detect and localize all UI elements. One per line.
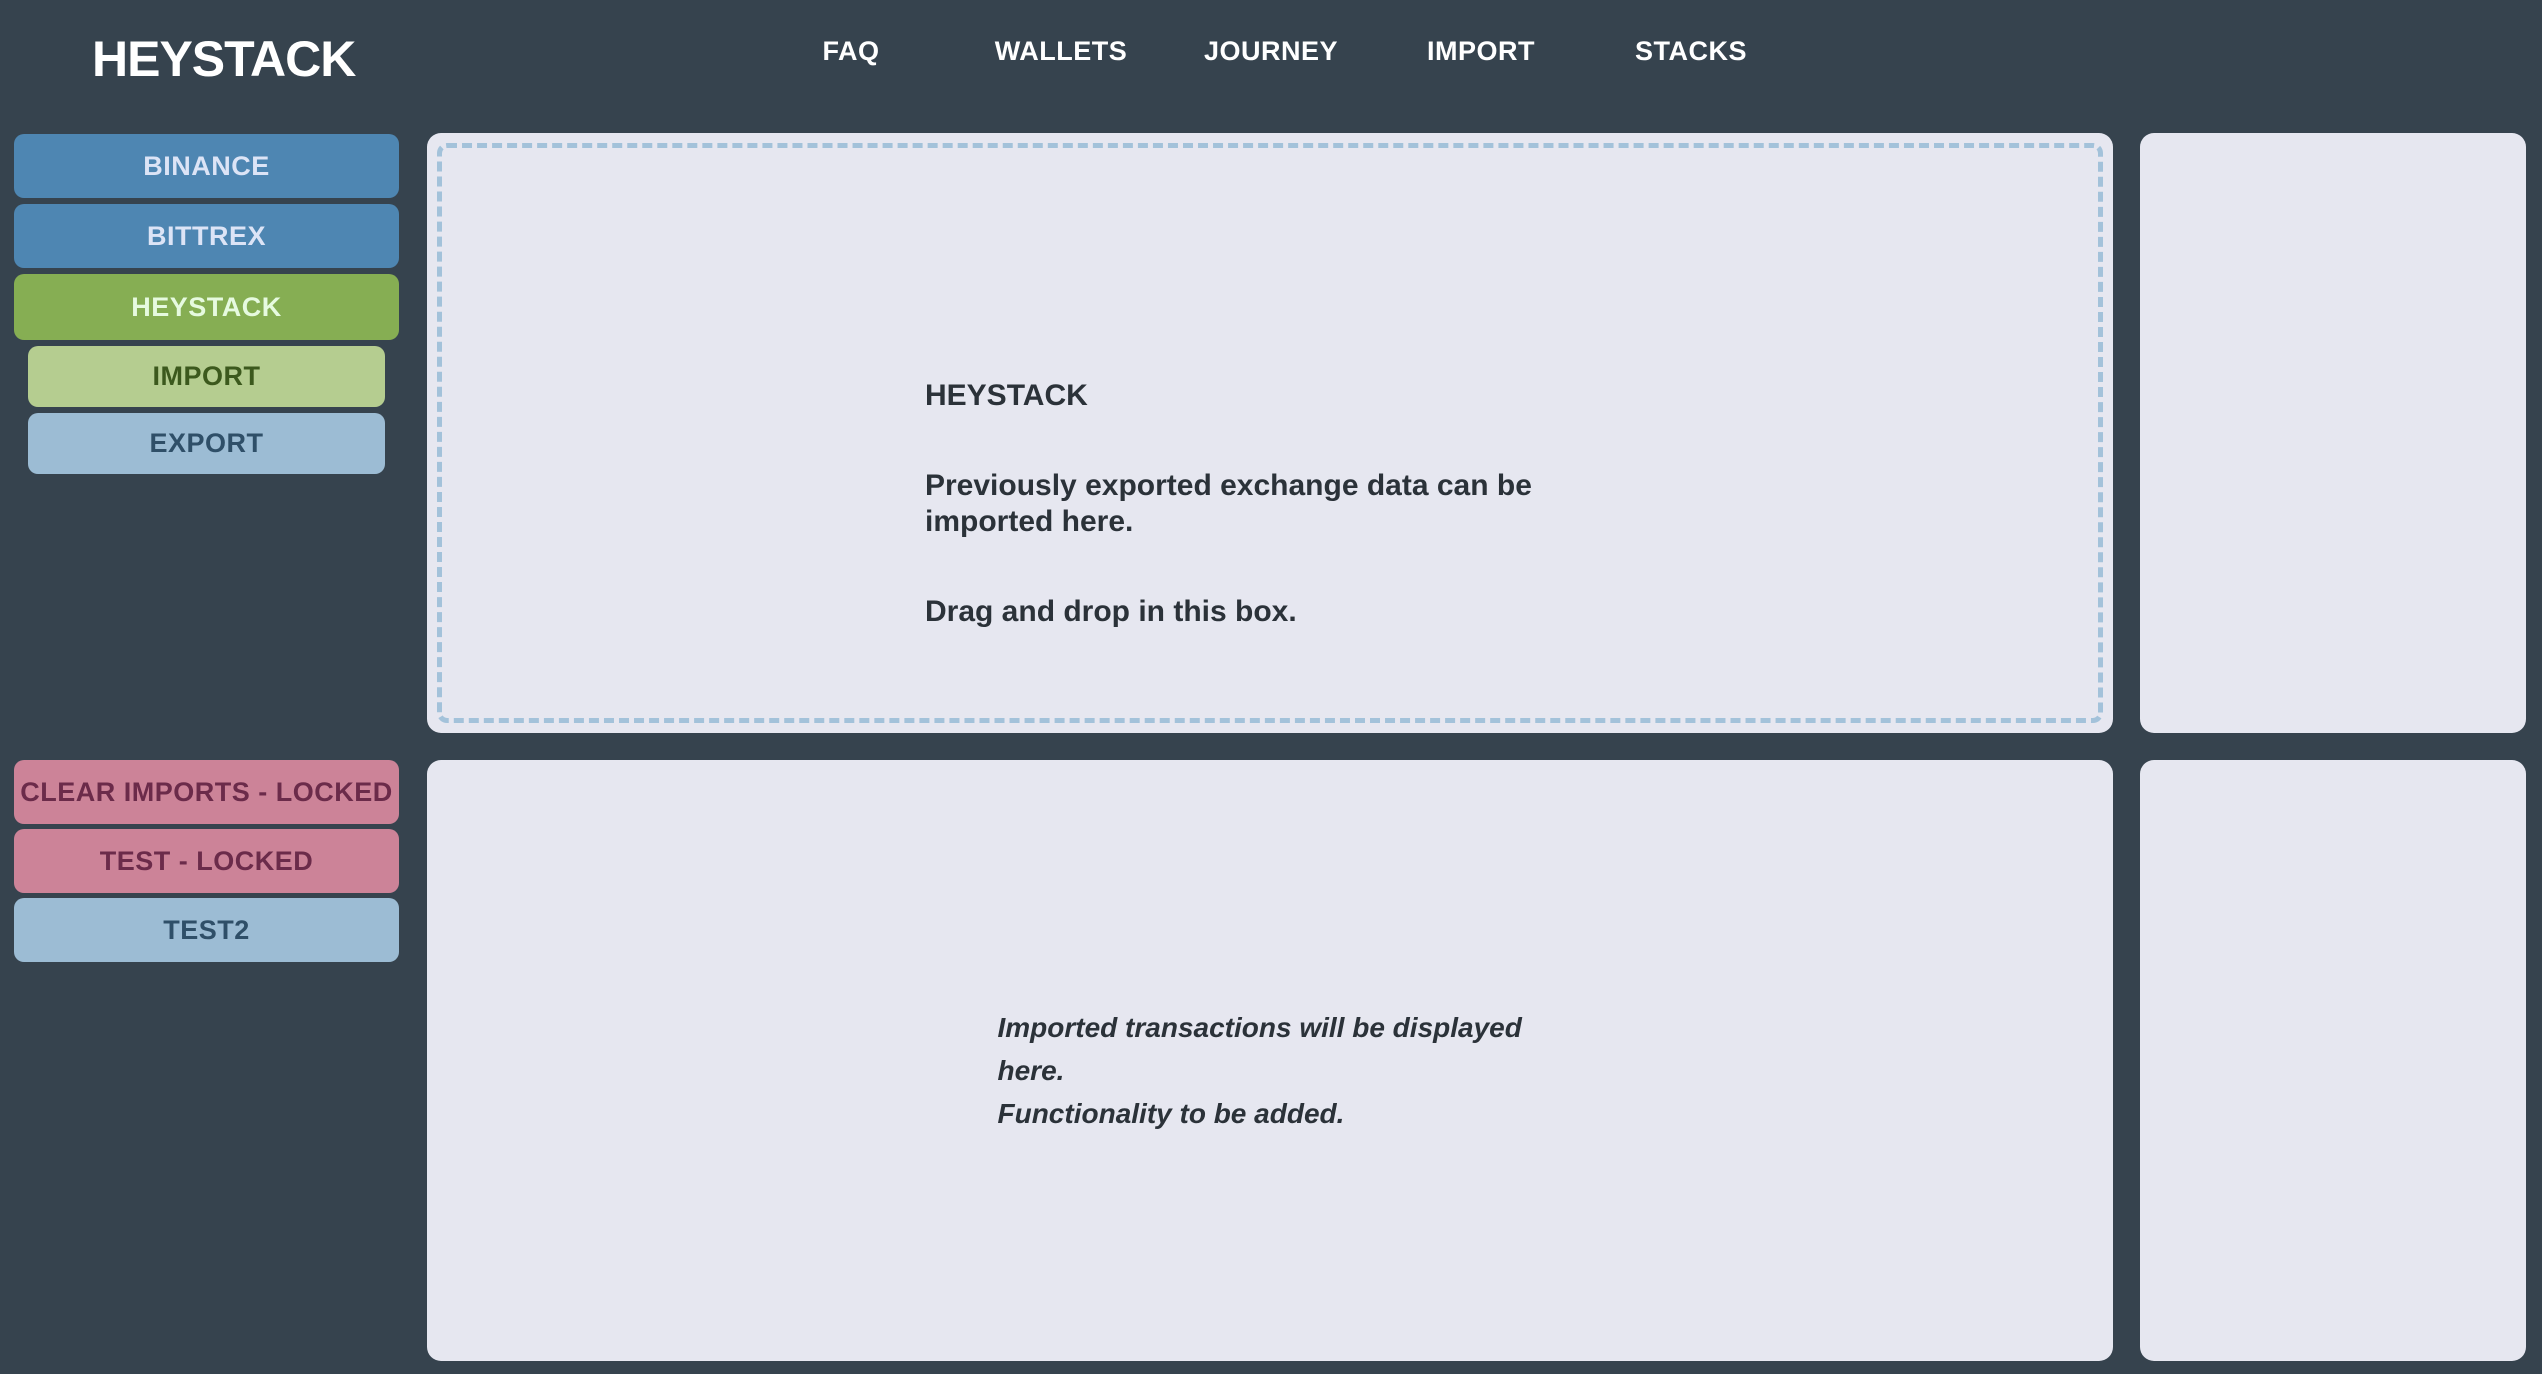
main-nav [746,36,1796,67]
nav-item-stacks[interactable]: STACKS [1634,36,1747,66]
export-button[interactable]: EXPORT [28,413,385,474]
drag-drop-zone[interactable] [437,143,2103,723]
dropzone-heading: HEYSTACK [925,379,1088,412]
transactions-card [427,760,2113,1361]
side-panel-top [2140,133,2526,733]
side-panel-bottom [2140,760,2526,1361]
header [0,0,2542,133]
sidebar-exchange-group [14,134,399,474]
dropzone-description: Previously exported exchange data can be imported here. [925,469,1532,538]
import-button[interactable]: IMPORT [28,346,385,407]
dropzone-content [925,378,1615,630]
import-card [427,133,2113,733]
transactions-message-line1: Imported transactions will be displayed here. [997,1012,1522,1086]
dropzone-instruction: Drag and drop in this box. [925,595,1297,628]
app-logo: HEYSTACK [92,31,356,87]
transactions-placeholder-message [998,1006,1543,1135]
transactions-message-line2: Functionality to be added. [997,1098,1345,1129]
heystack-button[interactable]: HEYSTACK [14,274,399,340]
bittrex-button[interactable]: BITTREX [14,204,399,268]
test2-button[interactable]: TEST2 [14,898,399,962]
clear-imports-locked-button[interactable]: CLEAR IMPORTS - LOCKED [14,760,399,824]
nav-item-wallets[interactable]: WALLETS [994,36,1128,66]
test-locked-button[interactable]: TEST - LOCKED [14,829,399,893]
nav-item-import[interactable]: IMPORT [1427,36,1535,66]
nav-item-journey[interactable]: JOURNEY [1203,36,1339,66]
sidebar-actions-group [14,760,399,962]
nav-item-faq[interactable]: FAQ [822,36,880,66]
binance-button[interactable]: BINANCE [14,134,399,198]
